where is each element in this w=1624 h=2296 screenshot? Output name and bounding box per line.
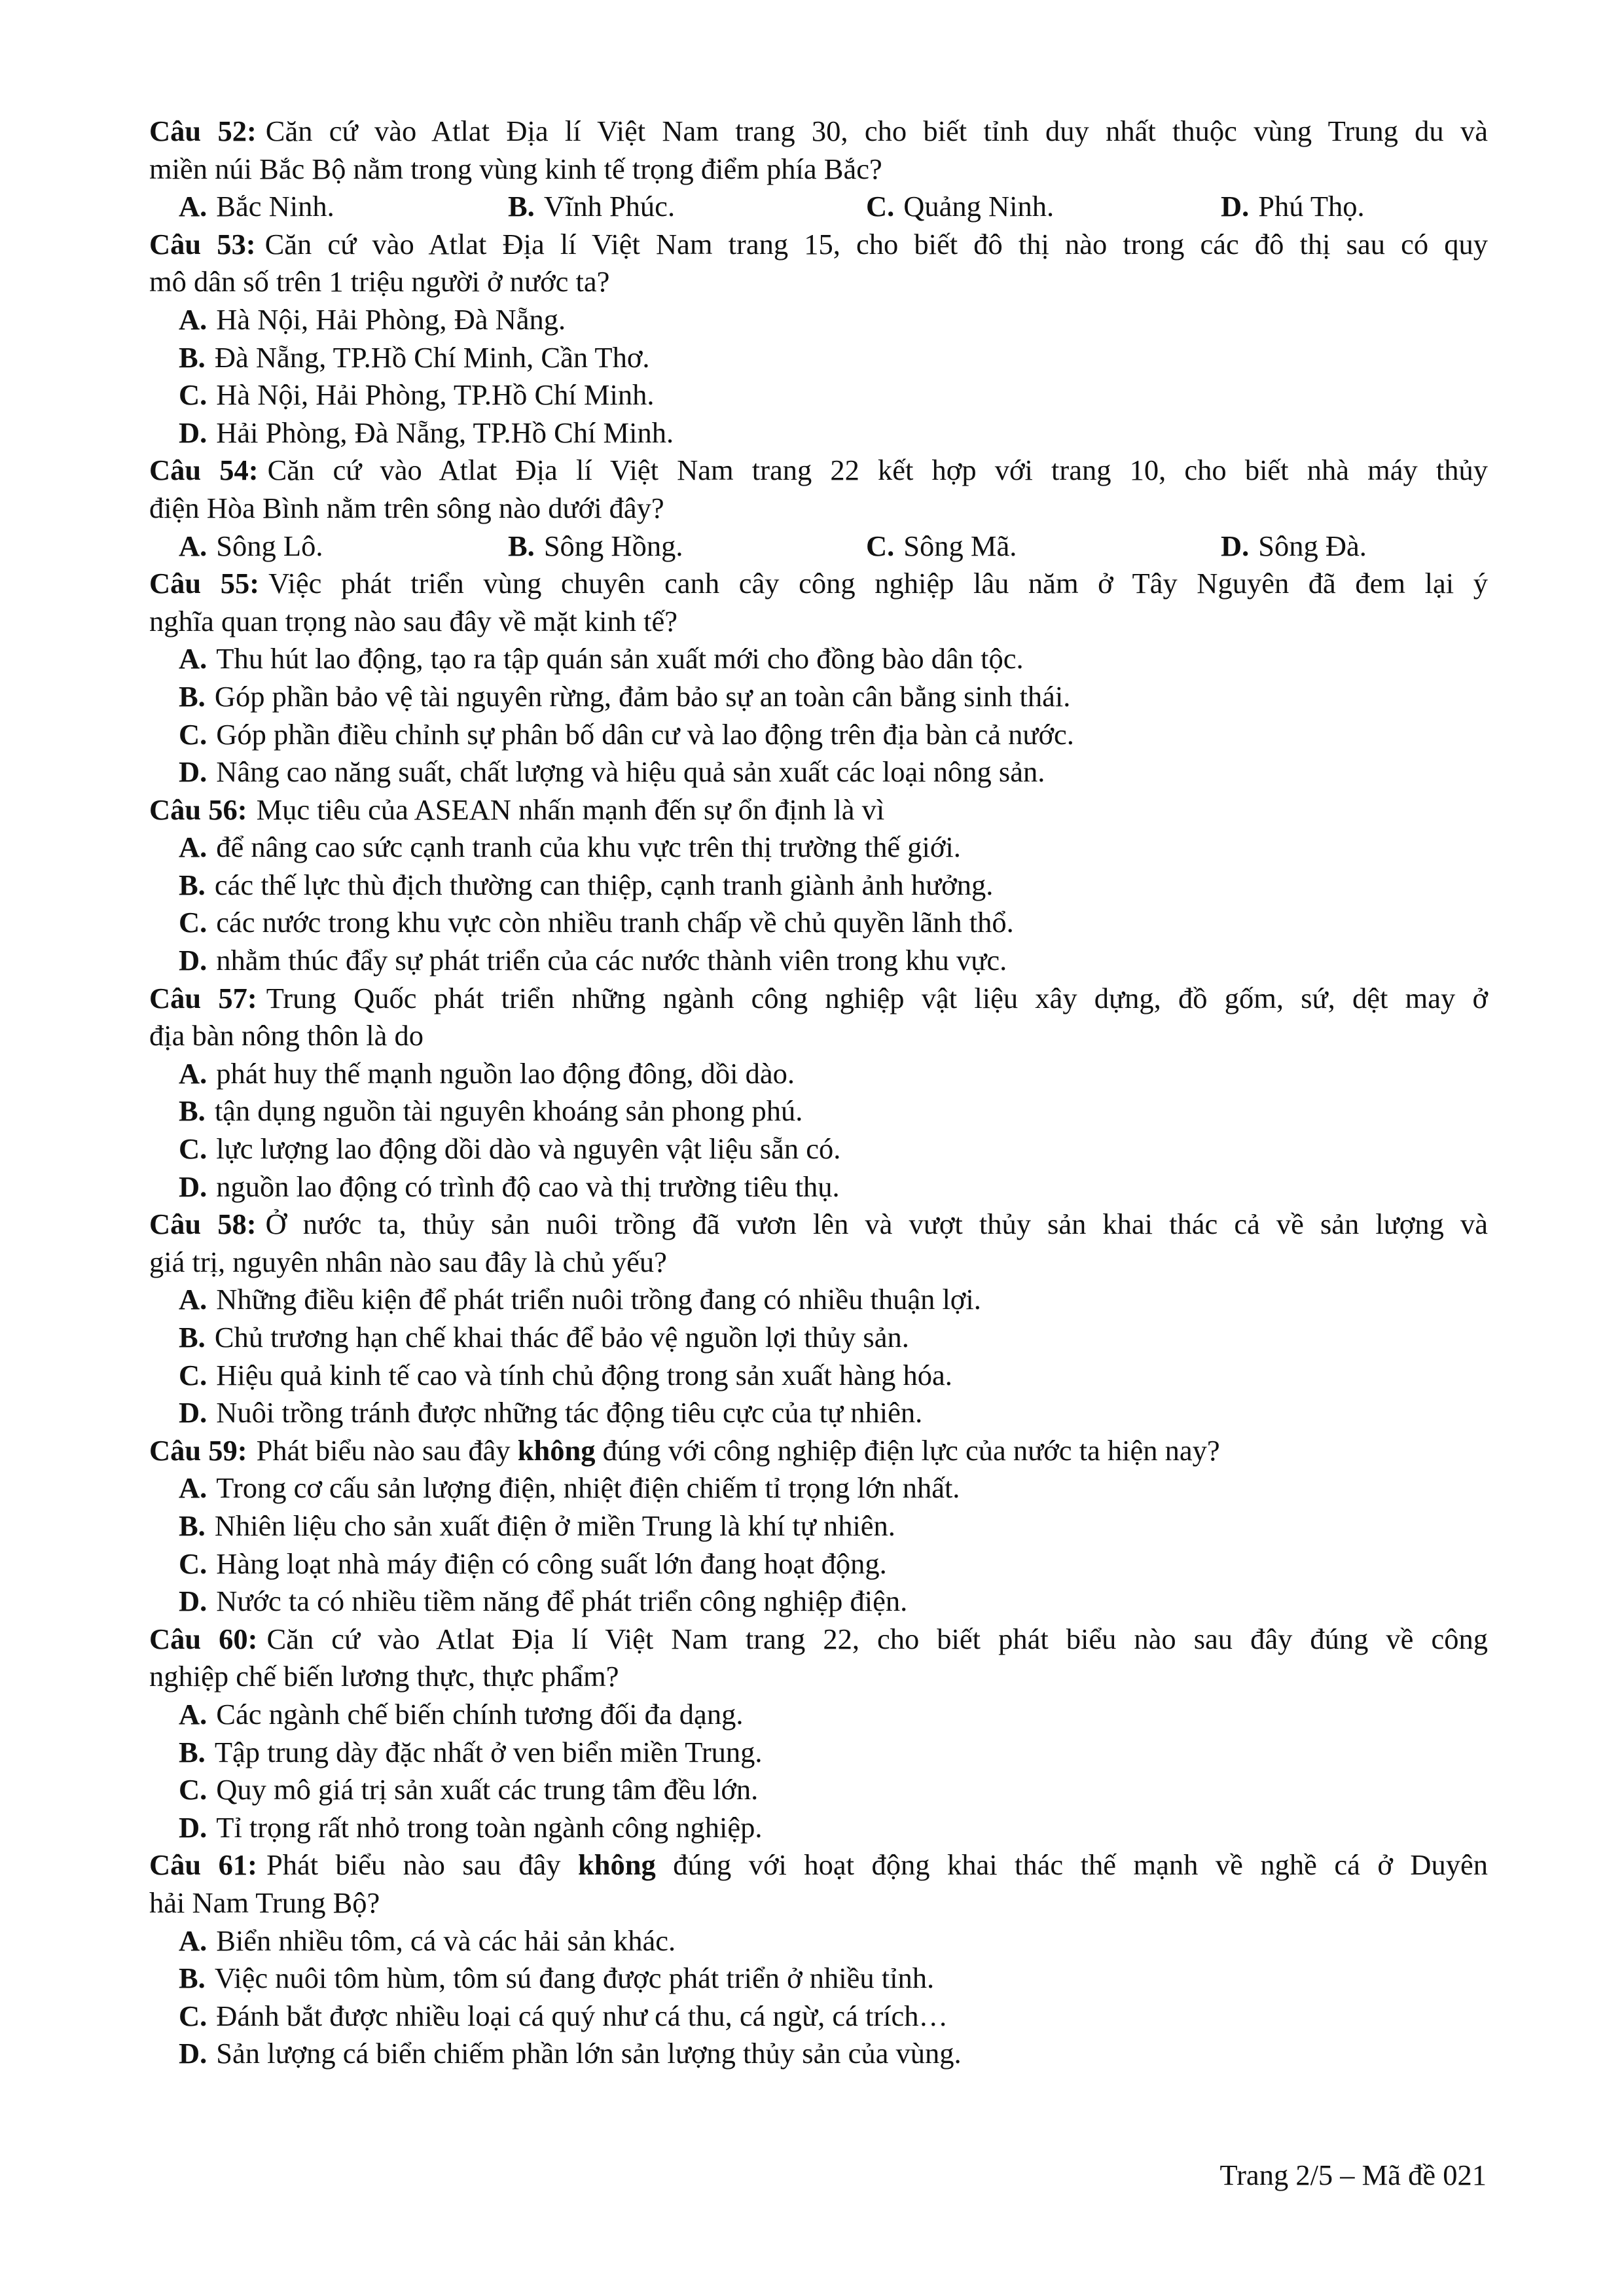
- option-a: A. Biển nhiều tôm, cá và các hải sản khác.: [179, 1924, 676, 1957]
- option-d: D. nhằm thúc đẩy sự phát triển của các nước thành viên trong khu vực.: [179, 944, 1007, 977]
- option-b: B. Nhiên liệu cho sản xuất điện ở miền Trung là khí tự nhiên.: [179, 1509, 895, 1542]
- emphasis-keyword: không: [517, 1433, 596, 1467]
- option-a: A. phát huy thế mạnh nguồn lao động đông, dồi dào.: [179, 1056, 795, 1090]
- question-57: [149, 980, 1488, 1206]
- option-a: A. Trong cơ cấu sản lượng điện, nhiệt điện chiếm tỉ trọng lớn nhất.: [179, 1471, 960, 1505]
- option-a: A. Các ngành chế biến chính tương đối đa dạng.: [179, 1697, 744, 1731]
- question-stem: Câu 60: Căn cứ vào Atlat Địa lí Việt Nam trang 22, cho biết phát biểu nào sau đây đúng về công: [149, 1622, 1488, 1655]
- question-stem: Câu 58: Ở nước ta, thủy sản nuôi trồng đã vươn lên và vượt thủy sản khai thác cả về sản lượng và: [149, 1208, 1488, 1241]
- option-b: B. Vĩnh Phúc.: [508, 190, 676, 223]
- question-stem-line: mô dân số trên 1 triệu người ở nước ta?: [149, 265, 610, 298]
- option-a: A. Những điều kiện để phát triển nuôi trồng đang có nhiều thuận lợi.: [179, 1283, 981, 1316]
- option-b: B. Đà Nẵng, TP.Hồ Chí Minh, Cần Thơ.: [179, 340, 650, 374]
- question-stem: Câu 56: Mục tiêu của ASEAN nhấn mạnh đến sự ổn định là vì: [149, 793, 885, 826]
- question-stem: Câu 61: Phát biểu nào sau đây không đúng với hoạt động khai thác thế mạnh về nghề cá ở Duyên: [149, 1848, 1488, 1882]
- option-c: C. Sông Mã.: [866, 529, 1017, 562]
- question-54: [149, 452, 1488, 565]
- option-c: C. Góp phần điều chỉnh sự phân bố dân cư và lao động trên địa bàn cả nước.: [179, 717, 1074, 751]
- question-number: Câu 58:: [149, 1208, 257, 1241]
- question-stem: Câu 55: Việc phát triển vùng chuyên canh cây công nghiệp lâu năm ở Tây Nguyên đã đem lại ý: [149, 567, 1488, 600]
- question-number: Câu 54:: [149, 454, 259, 487]
- option-c: C. Đánh bắt được nhiều loại cá quý như cá thu, cá ngừ, cá trích…: [179, 1999, 948, 2032]
- option-c: C. Hàng loạt nhà máy điện có công suất lớn đang hoạt động.: [179, 1547, 887, 1580]
- option-b: B. tận dụng nguồn tài nguyên khoáng sản phong phú.: [179, 1094, 803, 1128]
- option-row: [149, 188, 1488, 226]
- option-d: D. Tỉ trọng rất nhỏ trong toàn ngành công nghiệp.: [179, 1810, 763, 1844]
- option-b: B. Góp phần bảo vệ tài nguyên rừng, đảm bảo sự an toàn cân bằng sinh thái.: [179, 679, 1071, 713]
- option-d: D. nguồn lao động có trình độ cao và thị trường tiêu thụ.: [179, 1170, 840, 1203]
- question-stem: Câu 53: Căn cứ vào Atlat Địa lí Việt Nam trang 15, cho biết đô thị nào trong các đô thị sau có quy: [149, 227, 1488, 260]
- option-d: D. Nước ta có nhiều tiềm năng để phát triển công nghiệp điện.: [179, 1585, 908, 1618]
- question-53: [149, 226, 1488, 452]
- question-55: [149, 565, 1488, 791]
- question-number: Câu 61:: [149, 1848, 257, 1882]
- question-stem-line: miền núi Bắc Bộ nằm trong vùng kinh tế trọng điểm phía Bắc?: [149, 152, 882, 185]
- question-number: Câu 52:: [149, 115, 257, 147]
- option-a: A. Thu hút lao động, tạo ra tập quán sản xuất mới cho đồng bào dân tộc.: [179, 642, 1024, 675]
- option-b: B. Việc nuôi tôm hùm, tôm sú đang được phát triển ở nhiều tỉnh.: [179, 1962, 935, 1995]
- question-59: [149, 1432, 1488, 1621]
- option-d: D. Hải Phòng, Đà Nẵng, TP.Hồ Chí Minh.: [179, 416, 674, 449]
- option-d: D. Nuôi trồng tránh được những tác động tiêu cực của tự nhiên.: [179, 1396, 923, 1429]
- question-stem-line: giá trị, nguyên nhân nào sau đây là chủ yếu?: [149, 1245, 667, 1278]
- question-list: [149, 113, 1488, 2073]
- option-d: D. Phú Thọ.: [1221, 190, 1365, 223]
- question-61: [149, 1846, 1488, 2073]
- question-number: Câu 56:: [149, 793, 247, 826]
- option-b: B. Chủ trương hạn chế khai thác để bảo vệ nguồn lợi thủy sản.: [179, 1321, 909, 1354]
- option-row: [149, 528, 1488, 565]
- question-number: Câu 57:: [149, 981, 257, 1014]
- question-stem: Câu 54: Căn cứ vào Atlat Địa lí Việt Nam trang 22 kết hợp với trang 10, cho biết nhà máy thủy: [149, 454, 1488, 487]
- question-stem-line: điện Hòa Bình nằm trên sông nào dưới đây?: [149, 491, 664, 524]
- question-56: [149, 791, 1488, 980]
- option-d: D. Sản lượng cá biển chiếm phần lớn sản lượng thủy sản của vùng.: [179, 2037, 962, 2070]
- option-c: C. Hà Nội, Hải Phòng, TP.Hồ Chí Minh.: [179, 378, 655, 412]
- question-stem: Câu 52: Căn cứ vào Atlat Địa lí Việt Nam trang 30, cho biết tỉnh duy nhất thuộc vùng Trung du và: [149, 115, 1488, 147]
- question-stem-line: nghĩa quan trọng nào sau đây về mặt kinh tế?: [149, 604, 677, 637]
- question-stem-line: nghiệp chế biến lương thực, thực phẩm?: [149, 1660, 619, 1693]
- option-d: D. Sông Đà.: [1221, 529, 1367, 562]
- question-stem-line: hải Nam Trung Bộ?: [149, 1886, 380, 1919]
- option-c: C. Quảng Ninh.: [866, 190, 1055, 223]
- option-b: B. các thế lực thù địch thường can thiệp, cạnh tranh giành ảnh hưởng.: [179, 868, 994, 901]
- question-number: Câu 59:: [149, 1433, 247, 1467]
- question-number: Câu 55:: [149, 567, 260, 600]
- question-58: [149, 1206, 1488, 1432]
- question-52: [149, 113, 1488, 226]
- option-c: C. Quy mô giá trị sản xuất các trung tâm đều lớn.: [179, 1773, 759, 1806]
- question-number: Câu 53:: [149, 227, 256, 260]
- question-stem: Câu 59: Phát biểu nào sau đây không đúng với công nghiệp điện lực của nước ta hiện nay?: [149, 1433, 1220, 1467]
- option-d: D. Nâng cao năng suất, chất lượng và hiệu quả sản xuất các loại nông sản.: [179, 755, 1045, 789]
- emphasis-keyword: không: [577, 1848, 656, 1882]
- option-a: A. Sông Lô.: [179, 529, 323, 562]
- question-number: Câu 60:: [149, 1622, 258, 1655]
- option-a: A. Bắc Ninh.: [179, 190, 334, 223]
- option-a: A. để nâng cao sức cạnh tranh của khu vực trên thị trường thế giới.: [179, 831, 961, 864]
- page-footer: Trang 2/5 – Mã đề 021: [1219, 2159, 1487, 2191]
- option-c: C. các nước trong khu vực còn nhiều tranh chấp về chủ quyền lãnh thổ.: [179, 906, 1014, 939]
- option-b: B. Sông Hồng.: [508, 529, 683, 562]
- question-stem-line: địa bàn nông thôn là do: [149, 1019, 424, 1052]
- question-60: [149, 1621, 1488, 1847]
- option-c: C. lực lượng lao động dồi dào và nguyên vật liệu sẵn có.: [179, 1132, 841, 1166]
- option-c: C. Hiệu quả kinh tế cao và tính chủ động trong sản xuất hàng hóa.: [179, 1358, 952, 1391]
- option-b: B. Tập trung dày đặc nhất ở ven biển miền Trung.: [179, 1735, 763, 1768]
- question-stem: Câu 57: Trung Quốc phát triển những ngành công nghiệp vật liệu xây dựng, đồ gốm, sứ, dệt may ở: [149, 981, 1488, 1014]
- option-a: A. Hà Nội, Hải Phòng, Đà Nẵng.: [179, 302, 566, 336]
